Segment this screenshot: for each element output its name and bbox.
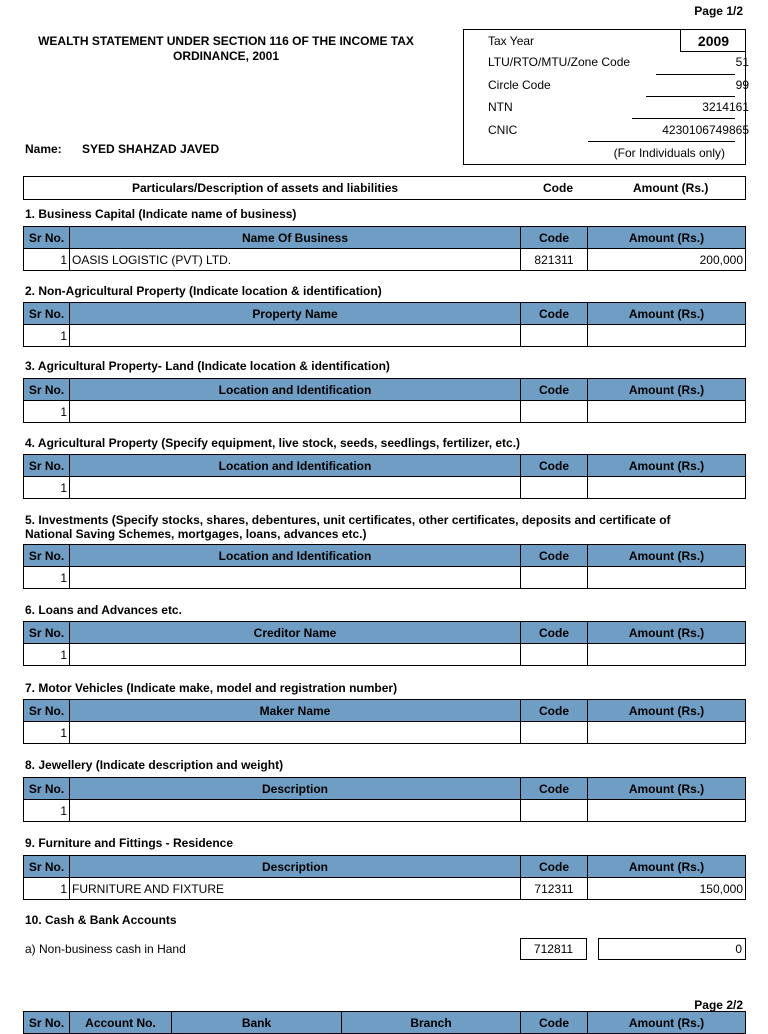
code-cell [521, 722, 588, 744]
code-cell [521, 401, 588, 423]
section-8-title: 8. Jewellery (Indicate description and weight) [25, 758, 284, 772]
section-7-table [23, 699, 746, 744]
account-no-header: Account No. [70, 1012, 172, 1034]
taxpayer-info-box [463, 29, 749, 165]
description-header: Location and Identification [70, 545, 521, 567]
sr-no-header: Sr No. [24, 455, 70, 477]
amount-cell [588, 800, 746, 822]
bank-header: Bank [172, 1012, 342, 1034]
page-number-2: Page 2/2 [694, 998, 743, 1012]
description-cell [70, 722, 521, 744]
section-1-title: 1. Business Capital (Indicate name of business) [25, 207, 297, 221]
table-row [24, 644, 746, 666]
table-header-row [24, 545, 746, 567]
amount-column-header: Amount (Rs.) [588, 1012, 746, 1034]
table-row [24, 249, 746, 271]
amount-column-header: Amount (Rs.) [588, 303, 746, 325]
code-column-header: Code [521, 622, 588, 644]
tax-year-value: 2009 [680, 30, 746, 52]
section-8-table [23, 777, 746, 822]
sr-no-header: Sr No. [24, 379, 70, 401]
section-5-title-line-1: 5. Investments (Specify stocks, shares, debentures, unit certificates, other certificates, deposits and certificate of [25, 513, 671, 527]
code-column-header: Code [521, 778, 588, 800]
sr-no-cell: 1 [24, 644, 70, 666]
code-header: Code [543, 181, 573, 195]
code-cell: 821311 [521, 249, 588, 271]
description-header: Creditor Name [70, 622, 521, 644]
cash-amount-box: 0 [598, 938, 746, 960]
ntn-label: NTN [488, 100, 513, 114]
amount-cell [588, 722, 746, 744]
section-2-table [23, 302, 746, 347]
amount-column-header: Amount (Rs.) [588, 856, 746, 878]
section-6-title: 6. Loans and Advances etc. [25, 603, 182, 617]
sr-no-cell: 1 [24, 800, 70, 822]
section-5-title [25, 513, 745, 541]
description-cell [70, 401, 521, 423]
table-header-row [24, 455, 746, 477]
code-column-header: Code [521, 379, 588, 401]
code-cell: 712311 [521, 878, 588, 900]
amount-cell: 150,000 [588, 878, 746, 900]
section-10-title: 10. Cash & Bank Accounts [25, 913, 177, 927]
section-4-title: 4. Agricultural Property (Specify equipment, live stock, seeds, seedlings, fertilizer, etc.) [25, 436, 521, 450]
description-header: Location and Identification [70, 455, 521, 477]
ntn-value: 3214161 [702, 100, 749, 114]
table-row [24, 401, 746, 423]
sr-no-header: Sr No. [24, 303, 70, 325]
section-4-table [23, 454, 746, 499]
zone-code-value: 51 [735, 55, 749, 69]
description-header: Description [70, 856, 521, 878]
circle-code-value: 99 [735, 78, 749, 92]
code-column-header: Code [521, 856, 588, 878]
table-row [24, 722, 746, 744]
section-9-title: 9. Furniture and Fittings - Residence [25, 836, 234, 850]
amount-cell [588, 401, 746, 423]
particulars-header: Particulars/Description of assets and liabilities [132, 181, 399, 195]
amount-column-header: Amount (Rs.) [588, 545, 746, 567]
description-header: Property Name [70, 303, 521, 325]
amount-header: Amount (Rs.) [633, 181, 709, 195]
zone-code-label: LTU/RTO/MTU/Zone Code [488, 55, 631, 69]
section-5-title-line-2: National Saving Schemes, mortgages, loans, advances etc.) [25, 527, 367, 541]
sr-no-cell: 1 [24, 325, 70, 347]
sr-no-cell: 1 [24, 249, 70, 271]
zone-code-underline [656, 74, 735, 75]
amount-column-header: Amount (Rs.) [588, 379, 746, 401]
circle-code-underline [646, 96, 735, 97]
table-header-row [24, 1012, 746, 1034]
table-header-row [24, 700, 746, 722]
code-column-header: Code [521, 1012, 588, 1034]
title-line-2: ORDINANCE, 2001 [172, 49, 280, 63]
amount-column-header: Amount (Rs.) [588, 455, 746, 477]
individuals-note: (For Individuals only) [613, 146, 725, 160]
table-row [24, 567, 746, 589]
tax-year-label: Tax Year [488, 34, 535, 48]
amount-cell [588, 567, 746, 589]
sr-no-header: Sr No. [24, 227, 70, 249]
code-column-header: Code [521, 303, 588, 325]
ntn-underline [632, 118, 735, 119]
sr-no-header: Sr No. [24, 856, 70, 878]
section-9-table [23, 855, 746, 900]
taxpayer-name: SYED SHAHZAD JAVED [82, 142, 220, 156]
description-header: Location and Identification [70, 379, 521, 401]
sr-no-cell: 1 [24, 401, 70, 423]
code-column-header: Code [521, 227, 588, 249]
section-7-title: 7. Motor Vehicles (Indicate make, model and registration number) [25, 681, 398, 695]
section-3-title: 3. Agricultural Property- Land (Indicate location & identification) [25, 359, 390, 373]
code-cell [521, 567, 588, 589]
cash-in-hand-label: a) Non-business cash in Hand [25, 942, 186, 956]
section-6-table [23, 621, 746, 666]
sr-no-cell: 1 [24, 722, 70, 744]
code-cell [521, 800, 588, 822]
sr-no-header: Sr No. [24, 1012, 70, 1034]
amount-column-header: Amount (Rs.) [588, 778, 746, 800]
circle-code-label: Circle Code [488, 78, 551, 92]
table-header-row [24, 227, 746, 249]
title-line-1: WEALTH STATEMENT UNDER SECTION 116 OF THE INCOME TAX [38, 34, 414, 48]
amount-cell: 200,000 [588, 249, 746, 271]
description-cell [70, 800, 521, 822]
description-cell: OASIS LOGISTIC (PVT) LTD. [70, 249, 521, 271]
section-3-table [23, 378, 746, 423]
code-column-header: Code [521, 455, 588, 477]
table-header-row [24, 303, 746, 325]
description-cell [70, 325, 521, 347]
description-cell: FURNITURE AND FIXTURE [70, 878, 521, 900]
description-header: Maker Name [70, 700, 521, 722]
description-header: Description [70, 778, 521, 800]
code-cell [521, 477, 588, 499]
page-number: Page 1/2 [694, 4, 743, 18]
cnic-label: CNIC [488, 123, 518, 137]
sr-no-header: Sr No. [24, 622, 70, 644]
cash-code-box: 712811 [520, 938, 587, 960]
table-row [24, 477, 746, 499]
sr-no-cell: 1 [24, 878, 70, 900]
section-5-table [23, 544, 746, 589]
code-cell [521, 644, 588, 666]
amount-cell [588, 644, 746, 666]
sr-no-header: Sr No. [24, 700, 70, 722]
table-row [24, 800, 746, 822]
code-cell [521, 325, 588, 347]
table-header-row [24, 622, 746, 644]
section-1-table [23, 226, 746, 271]
description-cell [70, 567, 521, 589]
description-cell [70, 477, 521, 499]
table-header-row [24, 856, 746, 878]
bank-accounts-table [23, 1011, 746, 1034]
description-cell [70, 644, 521, 666]
amount-column-header: Amount (Rs.) [588, 227, 746, 249]
amount-column-header: Amount (Rs.) [588, 700, 746, 722]
document-title [20, 34, 432, 64]
description-header: Name Of Business [70, 227, 521, 249]
cnic-underline [588, 141, 735, 142]
sr-no-header: Sr No. [24, 778, 70, 800]
sr-no-cell: 1 [24, 477, 70, 499]
section-2-title: 2. Non-Agricultural Property (Indicate location & identification) [25, 284, 382, 298]
name-label: Name: [25, 142, 62, 156]
code-column-header: Code [521, 700, 588, 722]
amount-cell [588, 325, 746, 347]
amount-column-header: Amount (Rs.) [588, 622, 746, 644]
table-row [24, 878, 746, 900]
table-header-row [24, 379, 746, 401]
cnic-value: 4230106749865 [662, 123, 749, 137]
branch-header: Branch [342, 1012, 521, 1034]
sr-no-header: Sr No. [24, 545, 70, 567]
code-column-header: Code [521, 545, 588, 567]
table-row [24, 325, 746, 347]
amount-cell [588, 477, 746, 499]
sr-no-cell: 1 [24, 567, 70, 589]
table-header-row [24, 778, 746, 800]
statement-header-bar [23, 176, 746, 200]
